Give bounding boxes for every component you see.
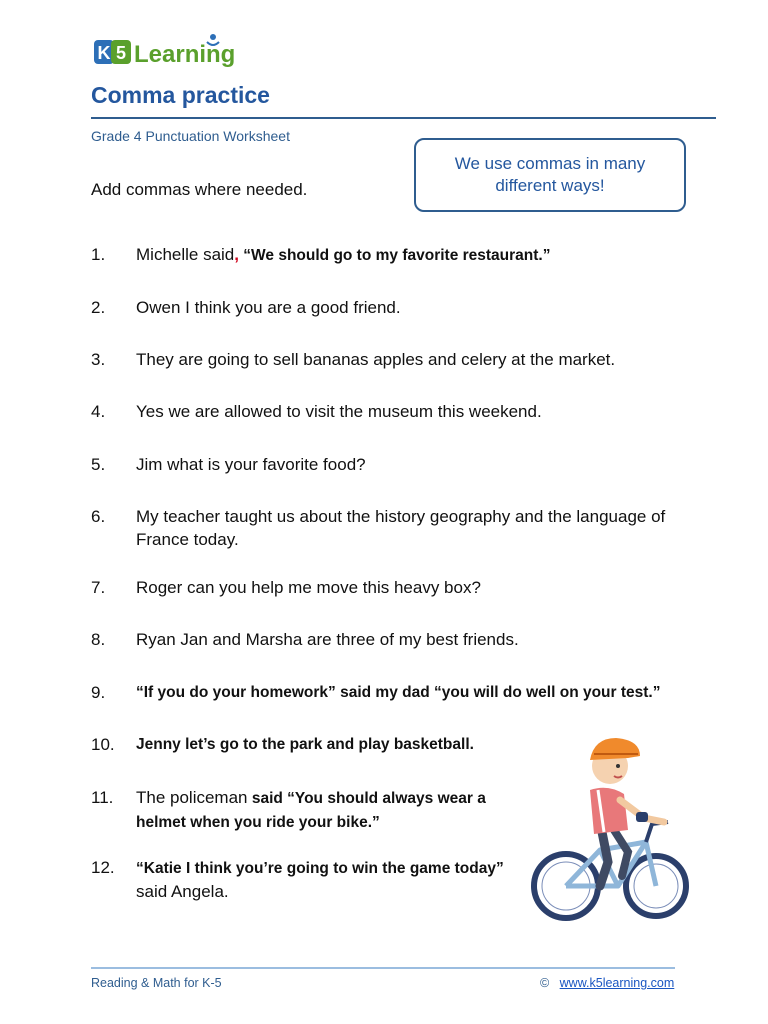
question-text: Jim what is your favorite food? <box>136 455 366 474</box>
question-number: 1. <box>91 245 106 264</box>
question-number: 11. <box>91 788 114 807</box>
logo-word: Learning <box>134 41 236 68</box>
question-10 <box>91 733 474 756</box>
question-number: 4. <box>91 402 106 421</box>
question-4 <box>91 400 542 423</box>
question-text: Roger can you help me move this heavy box? <box>136 578 481 597</box>
question-11 <box>91 786 526 834</box>
question-5 <box>91 453 366 476</box>
question-text: Michelle said, “We should go to my favorite restaurant.” <box>136 245 551 264</box>
page-title: Comma practice <box>91 82 270 108</box>
question-text: “If you do your homework” said my dad “you will do well on your test.” <box>136 684 661 701</box>
question-number: 5. <box>91 455 106 474</box>
question-2 <box>91 296 401 319</box>
question-text: Jenny let’s go to the park and play basketball. <box>136 736 474 753</box>
question-text: The policeman said “You should always wear a helmet when you ride your bike.” <box>136 788 486 831</box>
copyright-symbol: © <box>540 976 550 990</box>
question-text: Yes we are allowed to visit the museum this weekend. <box>136 402 542 421</box>
question-number: 8. <box>91 630 106 649</box>
k5-learning-logo <box>92 30 262 74</box>
footer-divider <box>91 967 675 969</box>
question-number: 12. <box>91 858 115 877</box>
website-link[interactable]: www.k5learning.com <box>559 976 675 990</box>
question-6 <box>91 505 676 551</box>
example-comma: , <box>234 245 239 264</box>
tip-text: We use commas in many different ways! <box>454 154 646 195</box>
tip-box <box>414 138 686 212</box>
question-number: 7. <box>91 578 106 597</box>
question-number: 10. <box>91 735 115 754</box>
question-12 <box>91 856 536 903</box>
logo-k: K <box>97 43 111 63</box>
question-text: My teacher taught us about the history geography and the language of France today. <box>136 507 666 549</box>
question-9 <box>91 681 660 704</box>
title-divider <box>91 117 716 119</box>
question-3 <box>91 348 615 371</box>
question-number: 6. <box>91 507 106 526</box>
question-number: 3. <box>91 350 106 369</box>
question-7 <box>91 576 481 599</box>
question-1 <box>91 243 550 267</box>
child-on-bicycle-illustration <box>528 726 692 926</box>
question-text: “Katie I think you’re going to win the game today” said Angela. <box>136 860 504 901</box>
question-number: 2. <box>91 298 106 317</box>
question-text: Ryan Jan and Marsha are three of my best friends. <box>136 630 519 649</box>
footer-link-area <box>540 976 674 990</box>
instructions: Add commas where needed. <box>91 180 308 199</box>
logo-5: 5 <box>115 43 127 63</box>
footer-tagline: Reading & Math for K-5 <box>91 976 222 990</box>
question-8 <box>91 628 519 651</box>
question-text: Owen I think you are a good friend. <box>136 298 401 317</box>
question-text: They are going to sell bananas apples and celery at the market. <box>136 350 616 369</box>
worksheet-subtitle: Grade 4 Punctuation Worksheet <box>91 128 290 144</box>
question-number: 9. <box>91 683 106 702</box>
